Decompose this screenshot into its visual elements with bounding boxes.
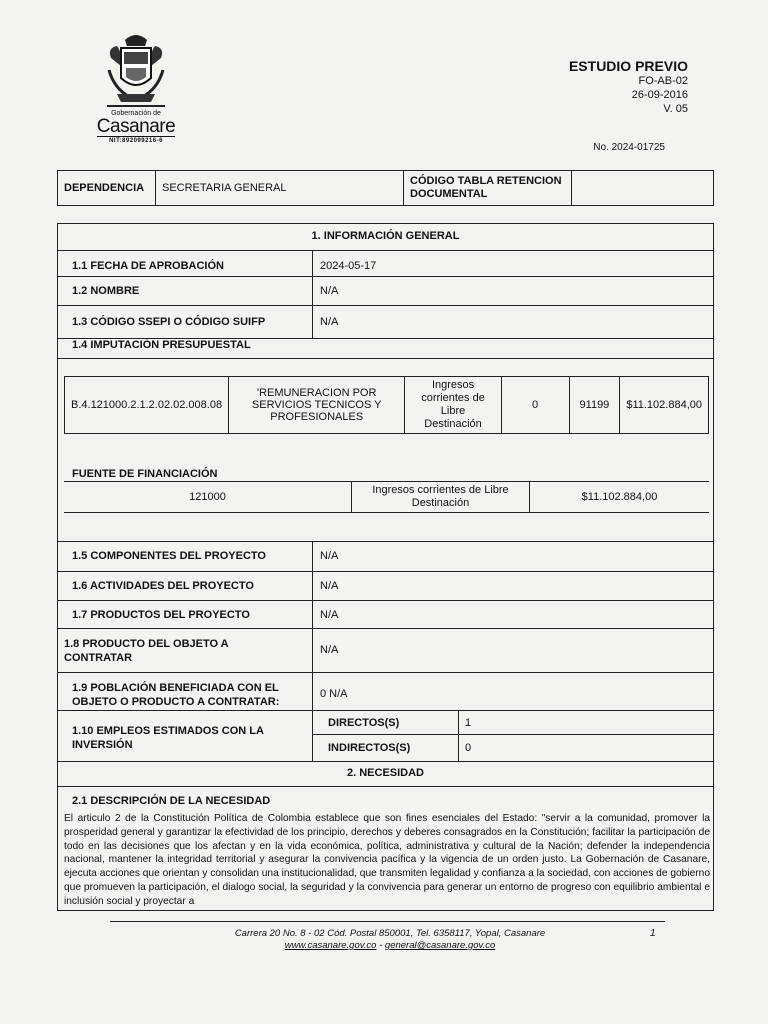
directos-value: 1 — [465, 717, 472, 729]
logo-nit: NIT:892099216-6 — [109, 138, 163, 144]
codigo-tabla-value — [572, 171, 714, 206]
imputacion-fuente: Ingresos corrientes de Libre Destinación — [405, 377, 501, 434]
imputacion-valor0: 0 — [501, 377, 569, 434]
productos-label: 1.7 PRODUCTOS DEL PROYECTO — [72, 609, 250, 621]
poblacion-value: 0 N/A — [320, 688, 348, 700]
nombre-value: N/A — [320, 285, 339, 297]
fuente-name: Ingresos corrientes de Libre Destinación — [352, 482, 530, 513]
document-date: 26-09-2016 — [631, 89, 688, 101]
necesidad-text: El articulo 2 de la Constitución Política de Colombia establece que son fines esenciales del Estado: "servir a la comunidad, promover la prosperidad general y garantizar la efectividad de los principio, derechos y deberes consagrados en la Constitución; facilitar la participación de todo en las decisiones que los afectan y en la vida económica, política, administrativa y cultural de la Nación; defender la independencia nacional, mantener la integridad territorial y asegurar la convivencia pacífica y la vigencia de un orden justo. La Gobernación de Casanare, ejecuta acciones que orientan y consolidan una institucionalidad, que transmiten legalidad y confianza a la sociedad, con acciones de gobierno que promueven la participación, el dialogo social, la seguridad y la convivencia para generar un entorno de progreso con equilibrio ambiental e inclusión social y proyectar a — [64, 813, 710, 907]
footer-web-link[interactable]: www.casanare.gov.co — [284, 940, 377, 951]
directos-label: DIRECTOS(S) — [328, 717, 400, 729]
footer-email-link[interactable]: general@casanare.gov.co — [384, 940, 496, 951]
footer — [110, 928, 670, 952]
logo-name: Casanare — [96, 116, 176, 137]
section-2-title: 2. NECESIDAD — [346, 767, 425, 779]
section-1-title: 1. INFORMACIÓN GENERAL — [311, 230, 460, 242]
fecha-value: 2024-05-17 — [320, 260, 377, 272]
imputacion-table — [64, 376, 709, 434]
productos-value: N/A — [320, 609, 339, 621]
poblacion-label: 1.9 POBLACIÓN BENEFICIADA CON EL OBJETO O PRODUCTO A CONTRATAR: — [72, 682, 280, 708]
necesidad-subtitle: 2.1 DESCRIPCIÓN DE LA NECESIDAD — [72, 795, 271, 807]
nombre-label: 1.2 NOMBRE — [72, 285, 140, 297]
imputacion-concepto: 'REMUNERACION POR SERVICIOS TECNICOS Y PROFESIONALES — [229, 377, 405, 434]
footer-separator: - — [376, 940, 385, 951]
fecha-label: 1.1 FECHA DE APROBACIÓN — [72, 260, 224, 272]
page-number: 1 — [650, 928, 656, 939]
footer-address: Carrera 20 No. 8 - 02 Cód. Postal 850001, Tel. 6358117, Yopal, Casanare — [234, 928, 546, 939]
codigo-tabla-label: CÓDIGO TABLA RETENCION DOCUMENTAL — [404, 171, 572, 206]
fuente-amount: $11.102.884,00 — [530, 482, 710, 513]
componentes-value: N/A — [320, 550, 339, 562]
imputacion-rubro: B.4.121000.2.1.2.02.02.008.08 — [65, 377, 229, 434]
logo — [88, 30, 184, 148]
logo-gobierno: Gobernación de — [111, 110, 161, 117]
dependencia-value: SECRETARIA GENERAL — [156, 171, 404, 206]
fuente-table — [64, 481, 709, 513]
dependencia-label: DEPENDENCIA — [58, 171, 156, 206]
document-code: FO-AB-02 — [638, 75, 688, 87]
document-header — [569, 58, 688, 116]
dependencia-table — [57, 170, 714, 206]
indirectos-label: INDIRECTOS(S) — [328, 742, 411, 754]
imputacion-codigo: 91199 — [569, 377, 620, 434]
indirectos-value: 0 — [465, 742, 472, 754]
coat-of-arms-icon — [105, 30, 167, 110]
fuente-code: 121000 — [64, 482, 352, 513]
empleos-label: 1.10 EMPLEOS ESTIMADOS CON LA INVERSIÓN — [72, 725, 264, 751]
fuente-label: FUENTE DE FINANCIACIÓN — [72, 468, 218, 480]
document-version: V. 05 — [663, 103, 688, 115]
imputacion-label: 1.4 IMPUTACIÓN PRESUPUESTAL — [72, 339, 251, 351]
codigo-ssepi-label: 1.3 CÓDIGO SSEPI O CÓDIGO SUIFP — [72, 316, 266, 328]
document-number: No. 2024-01725 — [593, 142, 665, 153]
codigo-ssepi-value: N/A — [320, 316, 339, 328]
imputacion-monto: $11.102.884,00 — [620, 377, 709, 434]
componentes-label: 1.5 COMPONENTES DEL PROYECTO — [72, 550, 266, 562]
actividades-label: 1.6 ACTIVIDADES DEL PROYECTO — [72, 580, 254, 592]
document-title: ESTUDIO PREVIO — [568, 58, 688, 74]
actividades-value: N/A — [320, 580, 339, 592]
producto-objeto-value: N/A — [320, 644, 339, 656]
producto-objeto-label: 1.8 PRODUCTO DEL OBJETO A CONTRATAR — [64, 638, 229, 664]
